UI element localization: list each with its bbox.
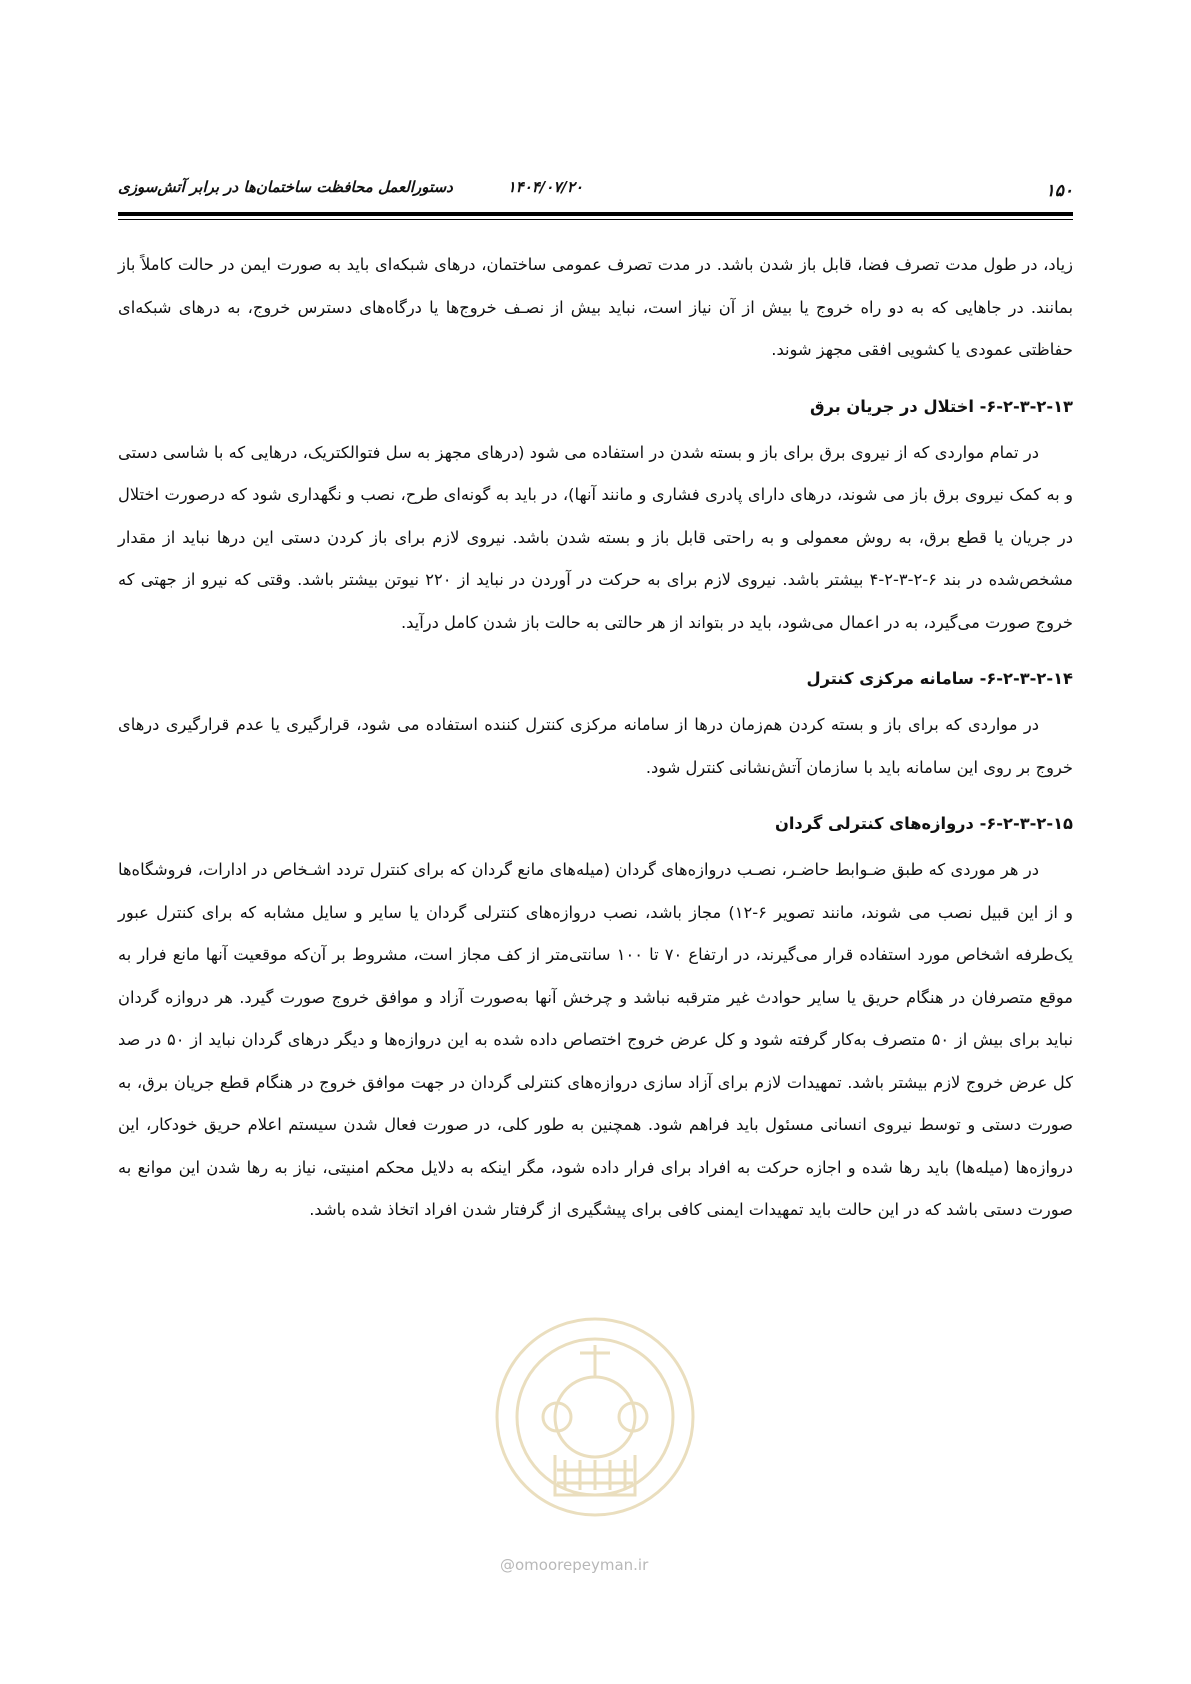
page-content [118,244,1073,1232]
section-heading-15: ۶-۲-۳-۲-۱۵- دروازه‌های کنترلی گردان [774,814,1073,833]
intro-paragraph: زیاد، در طول مدت تصرف فضا، قابل باز شدن باشد. در مدت تصرف عمومی ساختمان، درهای شبکه‌ای باید به صورت ایمن در حالت کاملاً باز بمانند. در جاهایی که به دو راه خروج یا بیش از آن نیاز است، نباید بیش از نصـف خروج‌ها یا درگاه‌های دسترس خروج، به درهای شبکه‌ای حفاظتی عمودی یا کشویی افقی مجهز شوند. [118,255,1073,359]
watermark-seal-icon [485,1305,705,1535]
header-rule-thin [118,219,1073,220]
page-number: ۱۵۰ [1045,181,1073,201]
section-paragraph-14: در مواردی که برای باز و بسته کردن هم‌زمان درها از سامانه مرکزی کنترل کننده استفاده می شود، قرارگیری یا عدم قرارگیری درهای خروج بر روی این سامانه باید با سازمان آتش‌نشانی کنترل شود. [118,715,1073,777]
header-date: ۱۴۰۴/۰۷/۲۰ [507,178,583,196]
page-header [118,175,1073,209]
section-paragraph-13: در تمام مواردی که از نیروی برق برای باز و بسته شدن در استفاده می شود (درهای مجهز به سل فتوالکتریک، درهایی که با شاسی دستی و به کمک نیروی برق باز می شوند، درهای دارای پادری فشاری و مانند آنها)، در باید به گونه‌ای طرح، نصب و نگهداری شود که درصورت اختلال در جریان یا قطع برق، به روش معمولی و به راحتی قابل باز و بسته شدن باشد. نیروی لازم برای باز کردن دستی این درها نباید از مقدار مشخص‌شده در بند ۶-۲-۳-۲-۴ بیشتر باشد. نیروی لازم برای به حرکت در آوردن در نباید از ۲۲۰ نیوتن بیشتر باشد. وقتی که نیرو از جهتی که خروج صورت می‌گیرد، به در اعمال می‌شود، باید در بتواند از هر حالتی به حالت باز شدن کامل درآید. [118,442,1073,632]
header-title: دستورالعمل محافظت ساختمان‌ها در برابر آتش‌سوزی [118,178,453,196]
section-paragraph-15: در هر موردی که طبق ضـوابط حاضـر، نصـب دروازه‌های گردان (میله‌های مانع گردان که برای کنترل تردد اشـخاص در ادارات، فروشگاه‌ها و از این قبیل نصب می شوند، مانند تصویر ۶-۱۲) مجاز باشد، نصب دروازه‌های کنترلی گردان یا سایر و سایل مشابه که برای کنترل عبور یک‌طرفه اشخاص مورد استفاده قرار می‌گیرند، در ارتفاع ۷۰ تا ۱۰۰ سانتی‌متر از کف مجاز است، مشروط بر آن‌که موقعیت آنها مانع فرار به موقع متصرفان در هنگام حریق یا سایر حوادث غیر مترقبه نباشد و چرخش آنها به‌صورت آزاد و موافق خروج صورت گیرد. هر دروازه گردان نباید برای بیش از ۵۰ متصرف به‌کار گرفته شود و کل عرض خروج اختصاص داده شده به این دروازه‌ها و دیگر درهای گردان نباید از ۵۰ در صد کل عرض خروج لازم بیشتر باشد. تمهیدات لازم برای آزاد سازی دروازه‌های کنترلی گردان در جهت موافق خروج در هنگام قطع جریان برق، به صورت دستی و توسط نیروی انسانی مسئول باید فراهم شود. همچنین به طور کلی، در صورت فعال شدن سیستم اعلام حریق خودکار، این دروازه‌ها (میله‌ها) باید رها شده و اجازه حرکت به افراد برای فرار داده شود، مگر اینکه به دلایل محکم امنیتی، نیاز به رها شدن این موانع به صورت دستی باشد که در این حالت باید تمهیدات ایمنی کافی برای پیشگیری از گرفتار شدن افراد اتخاذ شده باشد. [118,860,1073,1219]
header-rule-thick [118,212,1073,216]
section-heading-14: ۶-۲-۳-۲-۱۴- سامانه مرکزی کنترل [806,669,1073,688]
section-heading-13: ۶-۲-۳-۲-۱۳- اختلال در جریان برق [809,396,1073,416]
watermark-text: @omoorepeyman.ir [500,1556,649,1574]
